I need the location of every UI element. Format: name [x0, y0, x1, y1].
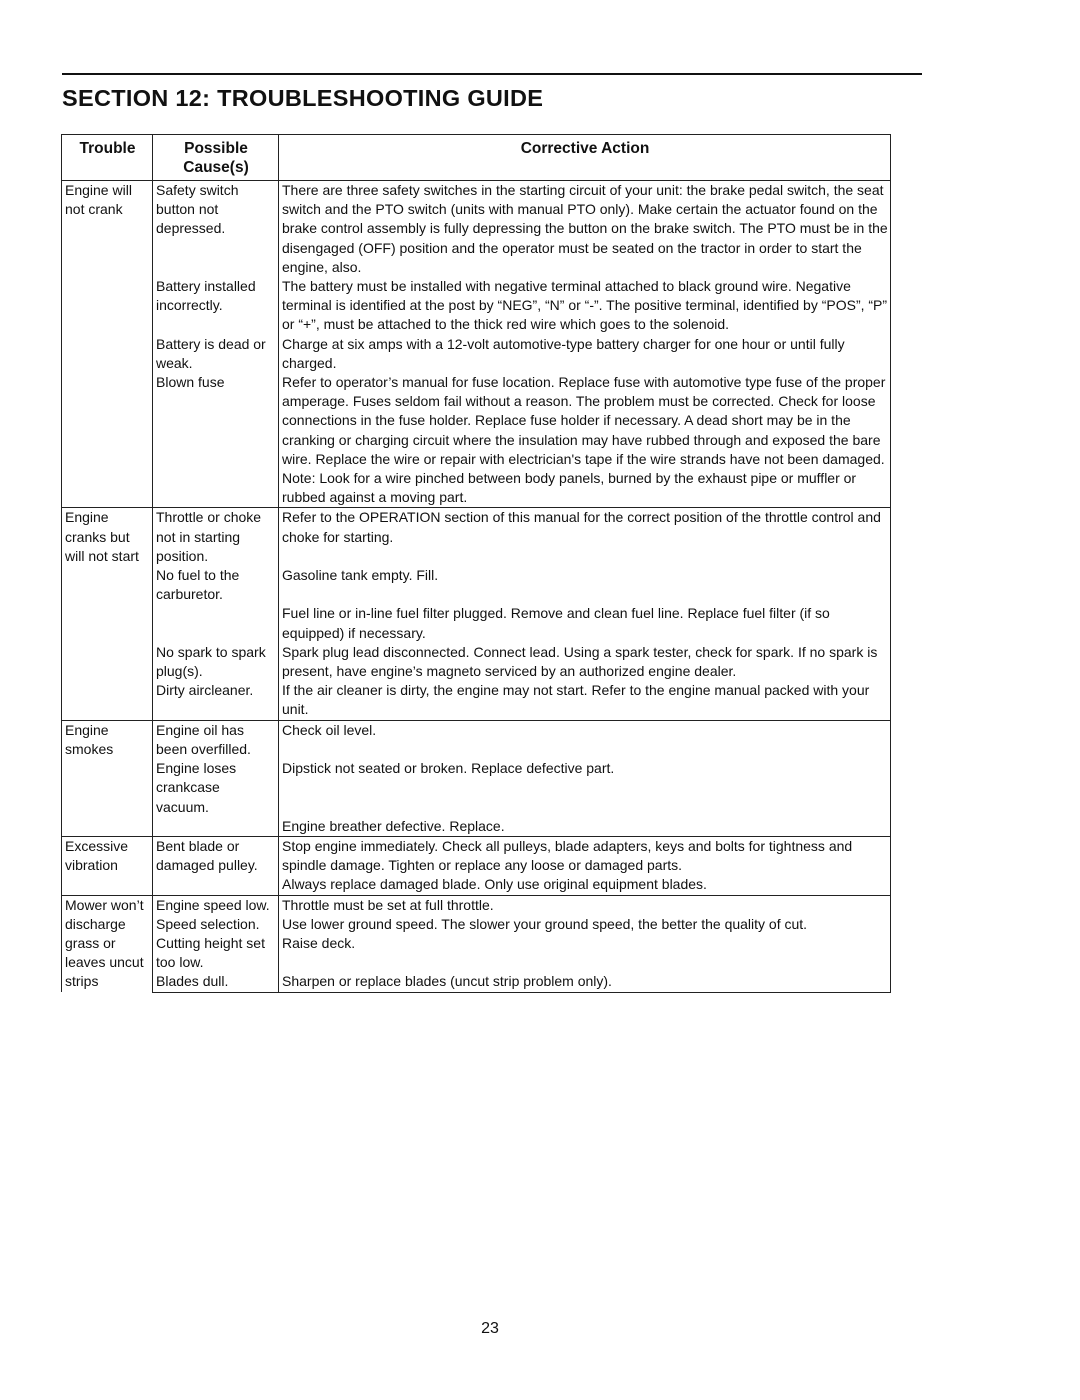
- trouble-cell: Engine will not crank: [62, 181, 153, 508]
- table-row: [62, 759, 891, 817]
- cause-cell: Safety switch button not depressed.: [153, 181, 279, 278]
- action-cell: Engine breather defective. Replace.: [279, 817, 891, 837]
- action-cell: Raise deck.: [279, 934, 891, 972]
- table-row: [62, 469, 891, 508]
- trouble-cell: Mower won’t discharge grass or leaves uncut strips: [62, 895, 153, 992]
- action-cell: Fuel line or in-line fuel filter plugged. Remove and clean fuel line. Replace fuel filter (if so equipped) if necessary.: [279, 604, 891, 642]
- cause-cell: [153, 817, 279, 837]
- cause-cell: Cutting height set too low.: [153, 934, 279, 972]
- page-title: SECTION 12: TROUBLESHOOTING GUIDE: [62, 85, 544, 111]
- cause-cell: Engine oil has been overfilled.: [153, 720, 279, 759]
- table-row: [62, 915, 891, 934]
- page-number: 23: [481, 1320, 499, 1337]
- cause-cell: Battery is dead or weak.: [153, 335, 279, 373]
- table-row: [62, 643, 891, 681]
- table-row: [62, 373, 891, 469]
- table-row: [62, 934, 891, 972]
- action-cell: The battery must be installed with negative terminal attached to black ground wire. Negative terminal is identified at the post by “NEG”, “N” or “-”. The positive terminal, identified by “POS”, “P” or “+”, must be attached to the thick red wire which goes to the solenoid.: [279, 277, 891, 335]
- table-row: [62, 335, 891, 373]
- trouble-cell: Engine smokes: [62, 720, 153, 836]
- cause-cell: Throttle or choke not in starting position.: [153, 508, 279, 566]
- table-row: [62, 972, 891, 992]
- table-row: [62, 508, 891, 566]
- table-row: [62, 875, 891, 895]
- table-row: [62, 566, 891, 604]
- table-row: [62, 817, 891, 837]
- cause-cell: Battery installed incorrectly.: [153, 277, 279, 335]
- action-cell: Sharpen or replace blades (uncut strip problem only).: [279, 972, 891, 992]
- trouble-cell: Engine cranks but will not start: [62, 508, 153, 720]
- cause-cell: Bent blade or damaged pulley.: [153, 836, 279, 875]
- cause-cell: Speed selection.: [153, 915, 279, 934]
- trouble-cell: Excessive vibration: [62, 836, 153, 895]
- table-row: [62, 604, 891, 642]
- cause-cell: Blades dull.: [153, 972, 279, 992]
- action-cell: Note: Look for a wire pinched between body panels, burned by the exhaust pipe or muffler or rubbed against a moving part.: [279, 469, 891, 508]
- column-header-action: Corrective Action: [279, 135, 891, 181]
- cause-cell: No fuel to the carburetor.: [153, 566, 279, 604]
- action-cell: Use lower ground speed. The slower your ground speed, the better the quality of cut.: [279, 915, 891, 934]
- action-cell: Refer to operator’s manual for fuse location. Replace fuse with automotive type fuse of the proper amperage. Fuses seldom fail without a reason. The problem must be corrected. Check for loose connections in the fuse holder. Replace fuse holder if necessary. A dead short may be in the cranking or charging circuit where the insulation may have rubbed through and exposed the bare wire. Replace the wire or repair with electrician's tape if the wire strands have not been damaged.: [279, 373, 891, 469]
- table-row: [62, 181, 891, 278]
- action-cell: Dipstick not seated or broken. Replace defective part.: [279, 759, 891, 817]
- table-row: [62, 720, 891, 759]
- cause-cell: No spark to spark plug(s).: [153, 643, 279, 681]
- troubleshooting-table: [61, 134, 891, 993]
- action-cell: Refer to the OPERATION section of this manual for the correct position of the throttle control and choke for starting.: [279, 508, 891, 566]
- action-cell: If the air cleaner is dirty, the engine may not start. Refer to the engine manual packed with your unit.: [279, 681, 891, 720]
- table-row: [62, 836, 891, 875]
- action-cell: Spark plug lead disconnected. Connect lead. Using a spark tester, check for spark. If no spark is present, have engine’s magneto serviced by an authorized engine dealer.: [279, 643, 891, 681]
- column-header-trouble: Trouble: [62, 135, 153, 181]
- table-row: [62, 277, 891, 335]
- cause-cell: [153, 875, 279, 895]
- table-row: [62, 681, 891, 720]
- action-cell: Check oil level.: [279, 720, 891, 759]
- action-cell: Always replace damaged blade. Only use original equipment blades.: [279, 875, 891, 895]
- action-cell: Stop engine immediately. Check all pulleys, blade adapters, keys and bolts for tightness and spindle damage. Tighten or replace any loose or damaged parts.: [279, 836, 891, 875]
- column-header-causes: Possible Cause(s): [153, 135, 279, 181]
- cause-cell: Blown fuse: [153, 373, 279, 469]
- table-header-row: [62, 135, 891, 181]
- action-cell: Throttle must be set at full throttle.: [279, 895, 891, 915]
- action-cell: There are three safety switches in the starting circuit of your unit: the brake pedal switch, the seat switch and the PTO switch (units with manual PTO only). Make certain the actuator found on the brake control assembly is fully depressing the button on the brake switch. The PTO must be in the disengaged (OFF) position and the operator must be seated on the tractor in order to start the engine, also.: [279, 181, 891, 278]
- cause-cell: Engine loses crankcase vacuum.: [153, 759, 279, 817]
- cause-cell: [153, 604, 279, 642]
- cause-cell: Engine speed low.: [153, 895, 279, 915]
- cause-cell: Dirty aircleaner.: [153, 681, 279, 720]
- table-row: [62, 895, 891, 915]
- top-rule: [62, 73, 922, 75]
- action-cell: Charge at six amps with a 12-volt automotive-type battery charger for one hour or until fully charged.: [279, 335, 891, 373]
- cause-cell: [153, 469, 279, 508]
- action-cell: Gasoline tank empty. Fill.: [279, 566, 891, 604]
